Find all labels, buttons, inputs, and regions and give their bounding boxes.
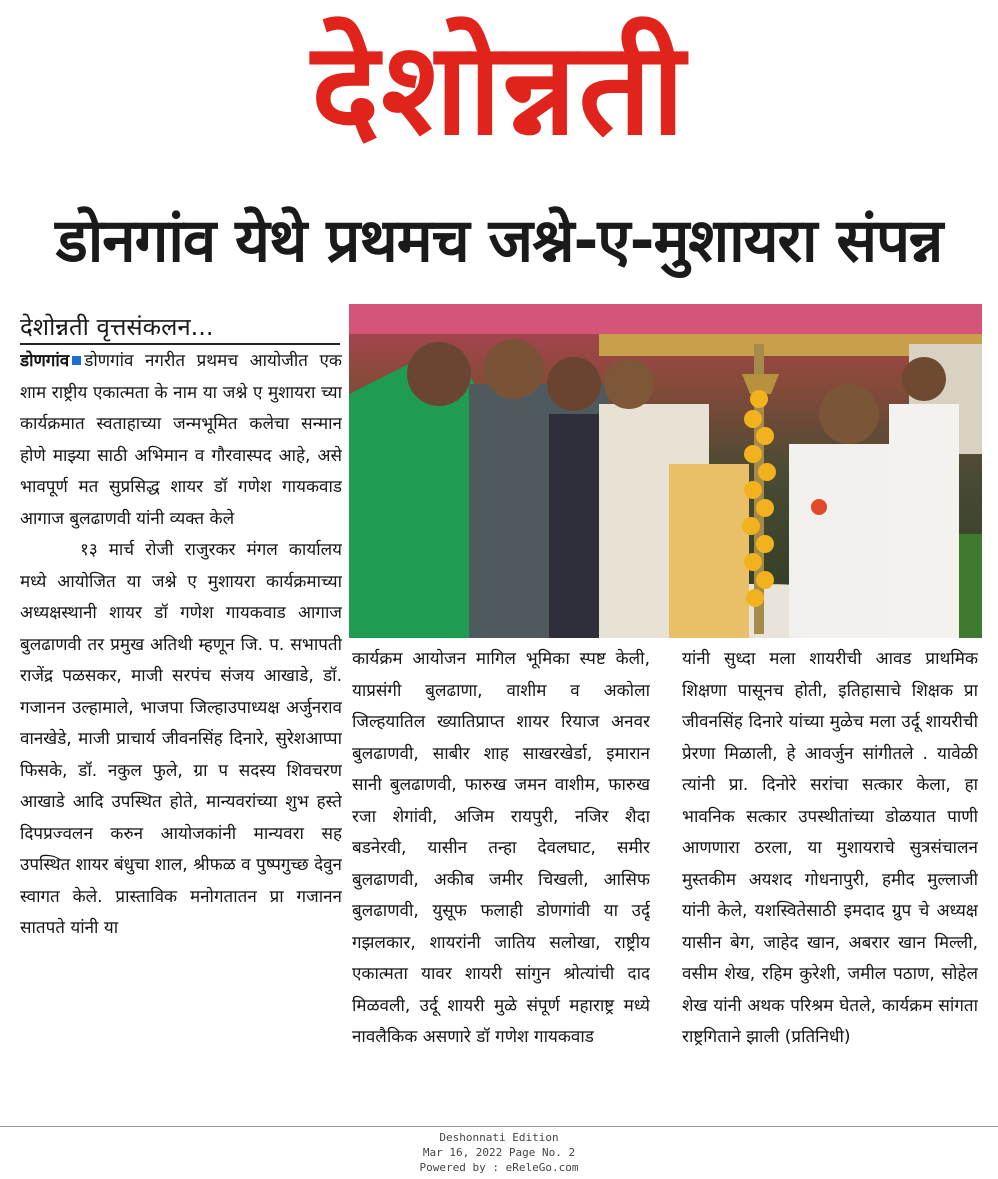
lamp-lighting-photo [349,304,982,638]
masthead [0,0,998,180]
byline: देशोन्नती वृत्तसंकलन... [20,313,340,345]
paragraph-3: कार्यक्रम आयोजन मागिल भूमिका स्पष्ट केली, याप्रसंगी बुलढाणा, वाशीम व अकोला जिल्हयातिल ख्यातिप्राप्त शायर रियाज अनवर बुलढाणवी, साबीर शाह साखरखेर्डा, इमारान सानी बुलढाणवी, फारुख जमन वाशीम, फारुख रजा शेगांवी, अजिम रायपुरी, नजिर शैदा बडनेरवी, यासीन तन्हा देवलघाट, समीर बुलढाणवी, अकीब जमीर चिखली, आसिफ बुलढाणवी, युसूफ फलाही डोणगांवी या उर्दू गझलकार, शायरांनी जातिय सलोखा, राष्ट्रीय एकात्मता यावर शायरी सांगुन श्रोत्यांची दाद मिळवली, उर्दू शायरी मुळे संपूर्ण महाराष्ट्र मध्ये नावलैकिक असणारे डॉ गणेश गायकवाड [352,649,650,1047]
powered-by: Powered by : eReleGo.com [419,1161,579,1174]
newspaper-logo: देशोन्नती [311,15,687,164]
article-headline: डोनगांव येथे प्रथमच जश्ने-ए-मुशायरा संपन्न [55,206,943,276]
dateline-square-icon [72,356,81,365]
article-column-3 [682,644,978,1128]
paragraph-2-text: १३ मार्च रोजी राजुरकर मंगल कार्यालय मध्ये आयोजित या जश्ने ए मुशायरा कार्यक्रमाच्या अध्यक्षस्थानी शायर डॉ गणेश गायकवाड आगाज बुलढाणवी तर प्रमुख अतिथी म्हणून जि. प. सभापती राजेंद्र पळसकर, माजी सरपंच संजय आखाडे, डॉ. गजानन उल्हामाले, भाजपा जिल्हाउपाध्यक्ष अर्जुनराव वानखेडे, माजी प्राचार्य जीवनसिंह दिनारे, सुरेशआप्पा फिसके, डॉ. नकुल फुले, ग्रा प सदस्य शिवचरण आखाडे आदि उपस्थित होते, मान्यवरांच्या शुभ हस्ते दिपप्रज्वलन करुन आयोजकांनी मान्यवरा सह उपस्थित शायर बंधुचा शाल, श्रीफळ व पुष्पगुच्छ देवुन स्वागत केले. प्रास्ताविक मनोगतातन प्रा गजानन सातपते यांनी या [20,540,342,938]
article-column-1 [20,346,342,1128]
paragraph-1-text: डोणगांव नगरीत प्रथमच आयोजीत एक शाम राष्ट्रीय एकात्मता के नाम या जश्ने ए मुशायरा च्या कार्यक्रमात स्वताहाच्या जन्मभूमित कलेचा सन्मान होणे माझ्या साठी अभिमान व गौरवास्पद आहे, असे भावपूर्ण मत सुप्रसिद्ध शायर डॉ गणेश गायकवाड आगाज बुलढाणवी यांनी व्यक्त केले [20,351,342,529]
edition-name: Deshonnati Edition [439,1131,559,1144]
paragraph-1 [20,346,342,535]
edition-footer [0,1126,998,1179]
paragraph-2 [20,535,342,945]
event-photo [349,304,982,638]
dateline: डोणगांव [20,351,70,371]
article-column-2 [352,644,650,1128]
paragraph-4: यांनी सुध्दा मला शायरीची आवड प्राथमिक शिक्षणा पासूनच होती, इतिहासाचे शिक्षक प्रा जीवनसिंह दिनारे यांच्या मुळेच मला उर्दू शायरीची प्रेरणा मिळाली, हे आवर्जुन सांगीतले . यावेळी त्यांनी प्रा. दिनोरे सरांचा सत्कार केला, हा भावनिक सत्कार उपस्थीतांच्या डोळयात पाणी आणणारा ठरला, या मुशायराचे सुत्रसंचालन मुस्तकीम अयशद गोधनापुरी, हमीद मुल्लाजी यांनी केले, यशस्वितेसाठी इमदाद ग्रुप चे अध्यक्ष यासीन बेग, जाहेद खान, अबरार खान मिल्ली, वसीम शेख, रहिम कुरेशी, जमील पठाण, सोहेल शेख यांनी अथक परिश्रम घेतले, कार्यक्रम सांगता राष्ट्रगिताने झाली (प्रतिनिधी) [682,649,978,1047]
edition-date-page: Mar 16, 2022 Page No. 2 [422,1146,576,1159]
